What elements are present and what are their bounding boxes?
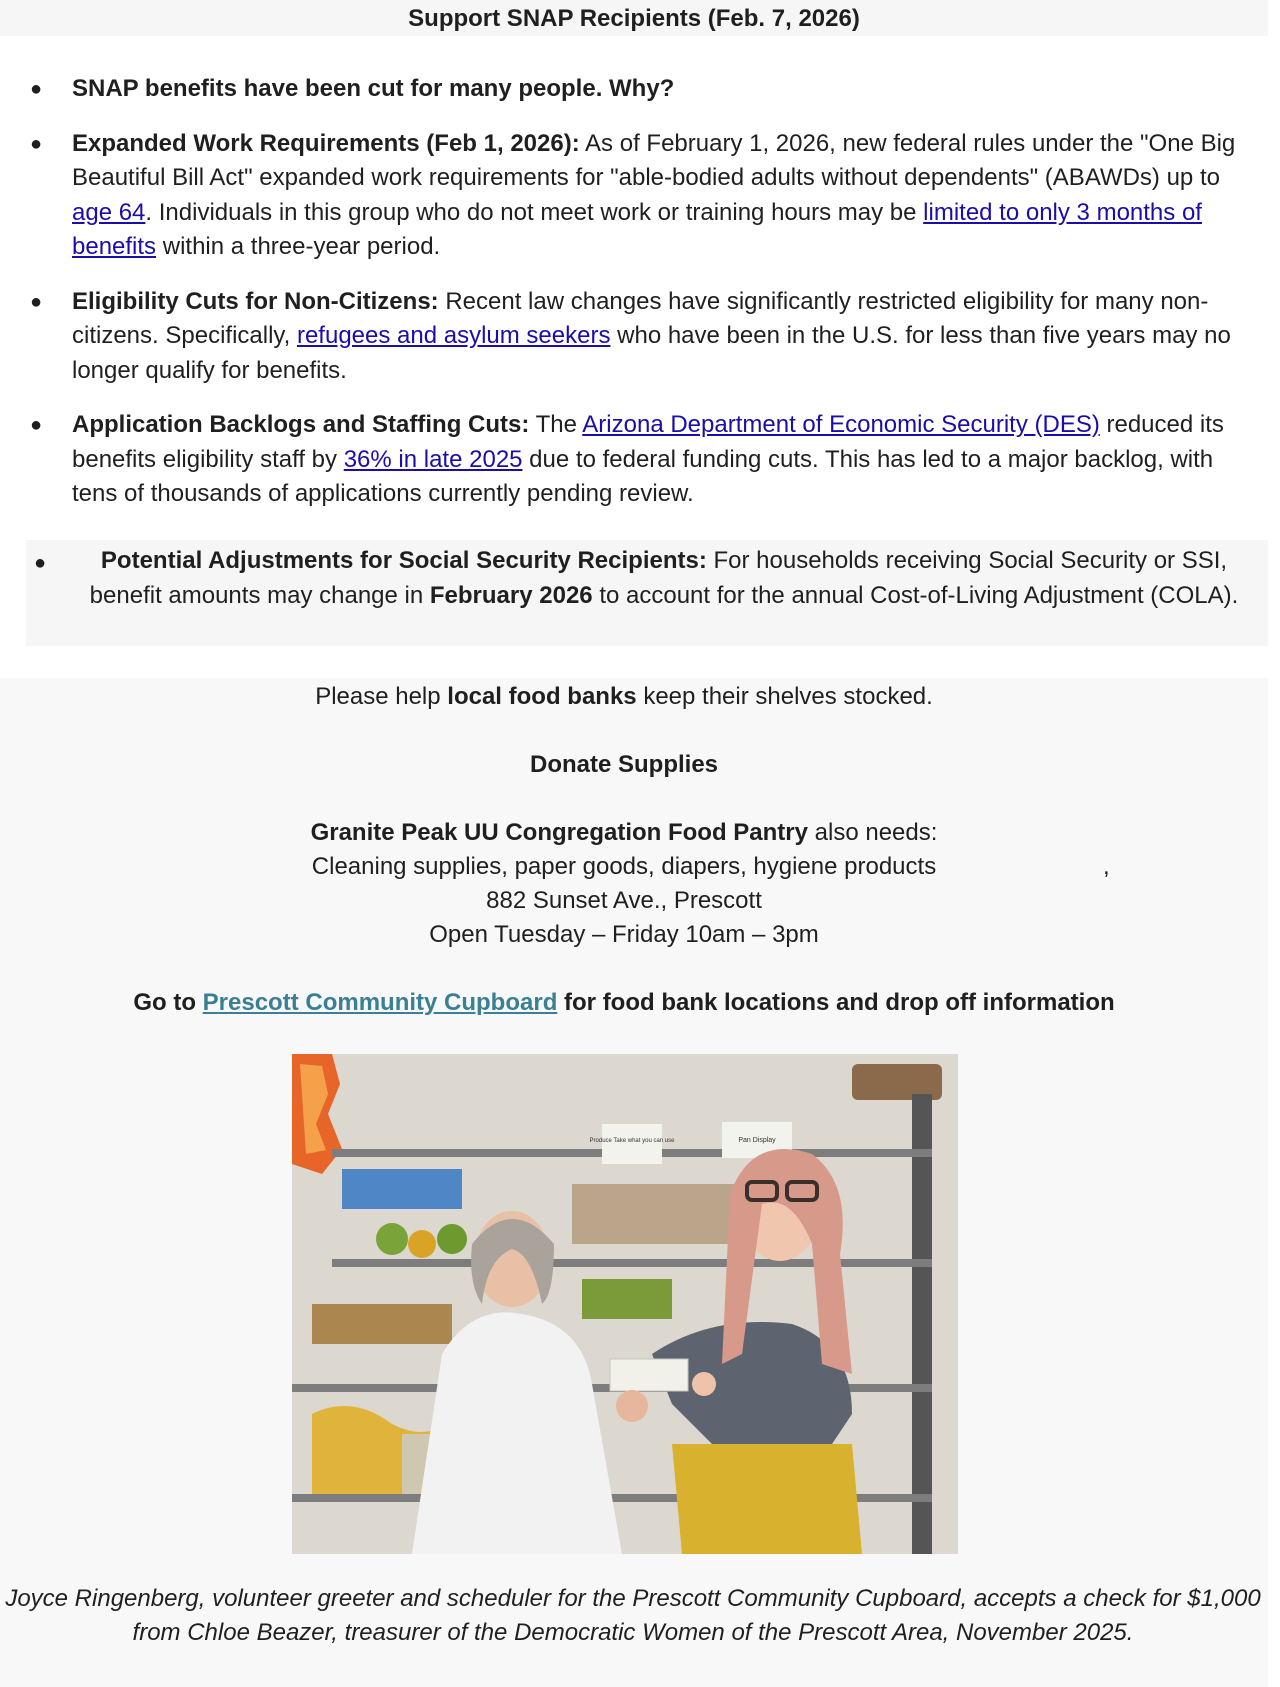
list-item-social-security [26, 540, 1268, 646]
bullet-heading: Eligibility Cuts for Non-Citizens: [72, 287, 439, 315]
page-title: Support SNAP Recipients (Feb. 7, 2026) [0, 0, 1268, 36]
bullet-text: due to federal funding cuts. This has led to a major backlog, with tens of thousands of applications currently pending review. [72, 445, 1214, 507]
bullet-text: . Individuals in this group who do not meet work or training hours may be [145, 198, 924, 226]
help-line [0, 680, 1248, 714]
bullet-icon: ● [30, 414, 43, 436]
check [610, 1359, 688, 1391]
goto-text: Go to [133, 989, 203, 1016]
bullet-text: to account for the annual Cost-of-Living Adjustment (COLA). [592, 581, 1239, 609]
bullet-text: For households receiving Social Security or SSI, benefit amounts may change in [89, 547, 1228, 609]
pantry-needs: also needs: [807, 819, 938, 846]
food-pantry-photo [292, 1054, 958, 1554]
age-64-link[interactable]: age 64 [72, 198, 146, 226]
list-item [0, 72, 1268, 107]
bullet-text: within a three-year period. [156, 233, 441, 260]
pantry-name: Granite Peak UU Congregation Food Pantry [310, 819, 808, 846]
community-cupboard-link[interactable]: Prescott Community Cupboard [202, 989, 558, 1016]
bullet-text: reduced its benefits eligibility staff by [72, 411, 1224, 473]
help-bold: local food banks [447, 683, 637, 710]
shelf [332, 1259, 932, 1267]
pantry-address: 882 Sunset Ave., Prescott [486, 887, 762, 914]
arizona-des-link[interactable]: Arizona Department of Economic Security (DES) [582, 411, 1100, 438]
pantry-items-text: Cleaning supplies, paper goods, diapers, hygiene products [311, 853, 937, 880]
goto-text: for food bank locations and drop off information [557, 989, 1115, 1016]
three-months-link[interactable]: limited to only 3 months of benefits [72, 198, 1202, 260]
donate-heading: Donate Supplies [529, 751, 719, 778]
bullet-text: SNAP benefits have been cut for many people. Why? [72, 75, 675, 102]
pantry-items [0, 850, 1248, 884]
list-item [0, 408, 1268, 512]
bullet-text: Recent law changes have significantly restricted eligibility for many non-citizens. Specifically, [72, 287, 1209, 349]
staff-cut-link[interactable]: 36% in late 2025 [343, 445, 523, 473]
stray-comma: , [1103, 853, 1110, 880]
bullet-icon: ● [30, 290, 43, 313]
list-item [0, 127, 1268, 265]
photo-caption: Joyce Ringenberg, volunteer greeter and scheduler for the Prescott Community Cupboard, accepts a check for $1,000 from Chloe Beazer, treasurer of the Democratic Women of the Prescott Area, November 2025. [5, 1585, 1261, 1646]
goto-line [0, 986, 1248, 1020]
bullet-text: who have been in the U.S. for less than five years may no longer qualify for benefits. [72, 322, 1231, 384]
produce-sign-text: Produce Take what you can use [589, 1138, 675, 1144]
help-text: Please help [315, 683, 448, 710]
bullet-icon: ● [30, 132, 43, 155]
bullet-text: The [529, 411, 583, 438]
bullet-icon: ● [30, 78, 43, 100]
bullet-icon: ● [34, 552, 47, 574]
help-text: keep their shelves stocked. [636, 683, 933, 710]
bullet-heading: Expanded Work Requirements (Feb 1, 2026): [72, 129, 580, 157]
photo-illustration [292, 1054, 958, 1554]
display-sign-text: Pan Display [738, 1137, 776, 1144]
refugees-link[interactable]: refugees and asylum seekers [296, 322, 611, 349]
list-item [0, 285, 1268, 389]
pantry-line [0, 816, 1248, 850]
bullet-heading: Application Backlogs and Staffing Cuts: [72, 411, 530, 438]
bullet-text: As of February 1, 2026, new federal rules under the "One Big Beautiful Bill Act" expanded work requirements for "able-bodied adults without dependents" (ABAWDs) up to [72, 129, 1236, 191]
bullet-bold-date: February 2026 [429, 581, 593, 609]
reasons-list [0, 72, 1268, 532]
pantry-hours: Open Tuesday – Friday 10am – 3pm [429, 921, 819, 948]
bullet-heading: Potential Adjustments for Social Security Recipients: [100, 547, 707, 574]
